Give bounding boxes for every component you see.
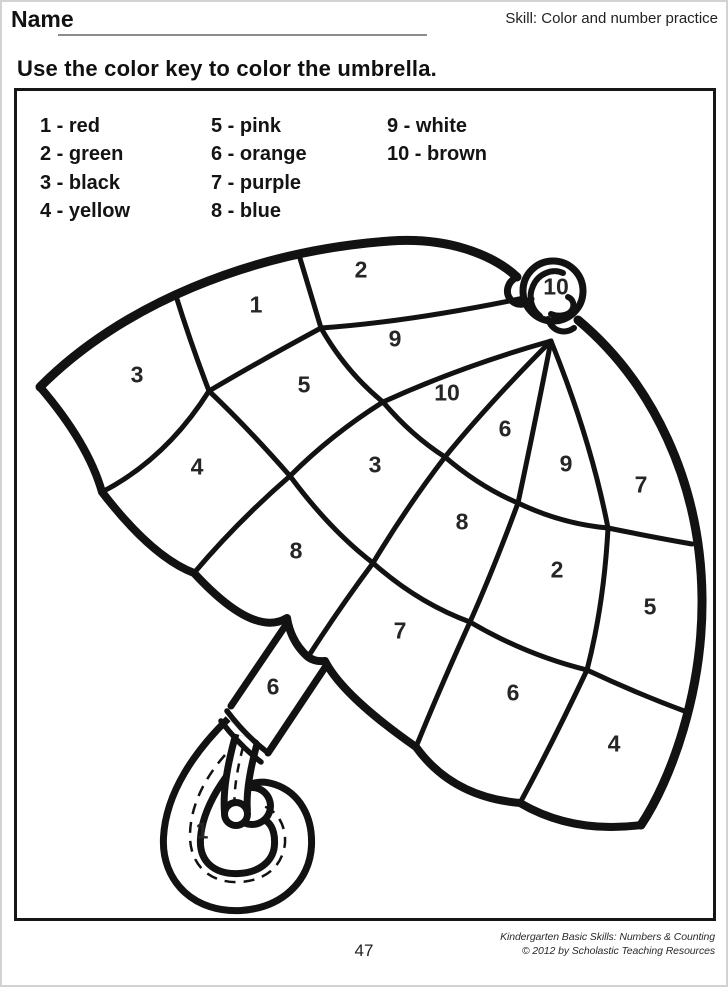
section-number: 3	[368, 451, 382, 478]
section-number: 7	[634, 471, 648, 498]
color-key-entry: 7 - purple	[211, 171, 302, 194]
section-number: 2	[550, 556, 564, 583]
color-key-entry: 9 - white	[387, 115, 468, 137]
section-number: 8	[289, 537, 303, 564]
section-number: 1	[249, 291, 263, 318]
section-number: 4	[607, 730, 621, 757]
skill-text: Skill: Color and number practice	[505, 10, 718, 27]
section-number: 5	[297, 371, 311, 398]
section-number: 10	[543, 273, 569, 300]
section-number: 5	[643, 593, 657, 620]
instruction-text: Use the color key to color the umbrella.	[17, 56, 437, 81]
section-number: 10	[434, 379, 460, 406]
section-number: 6	[506, 679, 520, 706]
color-key-entry: 1 - red	[40, 115, 101, 137]
section-number: 7	[393, 617, 407, 644]
section-number: 4	[190, 453, 204, 480]
color-key-entry: 4 - yellow	[40, 200, 131, 223]
color-key-entry: 3 - black	[40, 171, 121, 194]
footer-credits	[500, 931, 715, 958]
color-key-entry: 8 - blue	[211, 200, 282, 223]
section-number: 9	[559, 450, 573, 477]
section-number: 9	[388, 325, 402, 352]
name-label: Name	[11, 6, 74, 32]
section-number: 3	[130, 361, 144, 388]
credit-line-1: Kindergarten Basic Skills: Numbers & Counting	[500, 931, 715, 943]
section-number: 6	[266, 673, 280, 700]
page-number: 47	[354, 941, 374, 960]
section-number: 8	[455, 508, 469, 535]
color-key-entry: 5 - pink	[211, 115, 282, 137]
credit-line-2: © 2012 by Scholastic Teaching Resources	[521, 944, 715, 957]
color-key-entry: 2 - green	[40, 143, 124, 166]
section-number: 6	[498, 415, 512, 442]
section-number: 1	[195, 817, 209, 844]
color-key-entry: 6 - orange	[211, 143, 307, 166]
section-number: 2	[354, 256, 368, 283]
color-key-entry: 10 - brown	[387, 143, 488, 166]
